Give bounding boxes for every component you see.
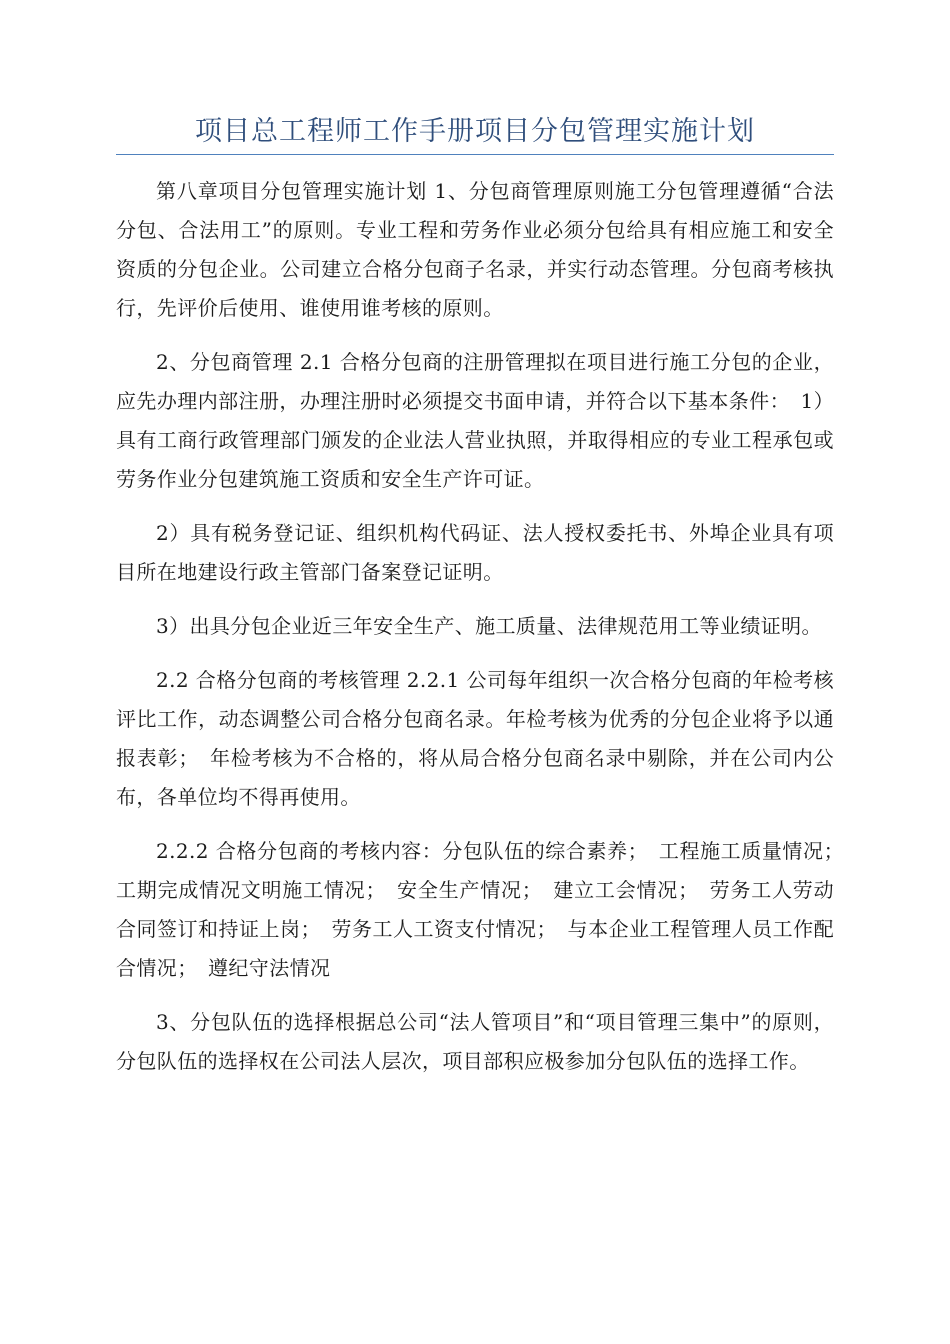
paragraph-6: 2.2.2 合格分包商的考核内容：分包队伍的综合素养； 工程施工质量情况； 工期完成情况文明施工情况； 安全生产情况； 建立工会情况； 劳务工人劳动合同签订和持证上岗； 劳务工人工资支付情况； 与本企业工程管理人员工作配合情况； 遵纪守法情况 bbox=[116, 839, 855, 980]
paragraph-7: 3、分包队伍的选择根据总公司“法人管项目”和“项目管理三集中”的原则，分包队伍的选择权在公司法人层次，项目部积应极参加分包队伍的选择工作。 bbox=[116, 1010, 834, 1073]
paragraph-2: 2、分包商管理 2.1 合格分包商的注册管理拟在项目进行施工分包的企业，应先办理内部注册，办理注册时必须提交书面申请，并符合以下基本条件： 1）具有工商行政管理部门颁发的企业法人营业执照，并取得相应的专业工程承包或劳务作业分包建筑施工资质和安全生产许可证。 bbox=[116, 350, 834, 491]
paragraph-3: 2）具有税务登记证、组织机构代码证、法人授权委托书、外埠企业具有项目所在地建设行政主管部门备案登记证明。 bbox=[116, 521, 834, 584]
title-underline bbox=[116, 154, 834, 155]
paragraph-5: 2.2 合格分包商的考核管理 2.2.1 公司每年组织一次合格分包商的年检考核评比工作，动态调整公司合格分包商名录。年检考核为优秀的分包企业将予以通报表彰； 年检考核为不合格的，将从局合格分包商名录中剔除，并在公司内公布，各单位均不得再使用。 bbox=[116, 668, 834, 809]
paragraph-1: 第八章项目分包管理实施计划 1、分包商管理原则施工分包管理遵循“合法分包、合法用工”的原则。专业工程和劳务作业必须分包给具有相应施工和安全资质的分包企业。公司建立合格分包商子名录，并实行动态管理。分包商考核执行，先评价后使用、谁使用谁考核的原则。 bbox=[116, 179, 834, 320]
document-title: 项目总工程师工作手册项目分包管理实施计划 bbox=[195, 116, 755, 147]
document-body bbox=[116, 172, 855, 1096]
paragraph-4: 3）出具分包企业近三年安全生产、施工质量、法律规范用工等业绩证明。 bbox=[156, 614, 822, 638]
